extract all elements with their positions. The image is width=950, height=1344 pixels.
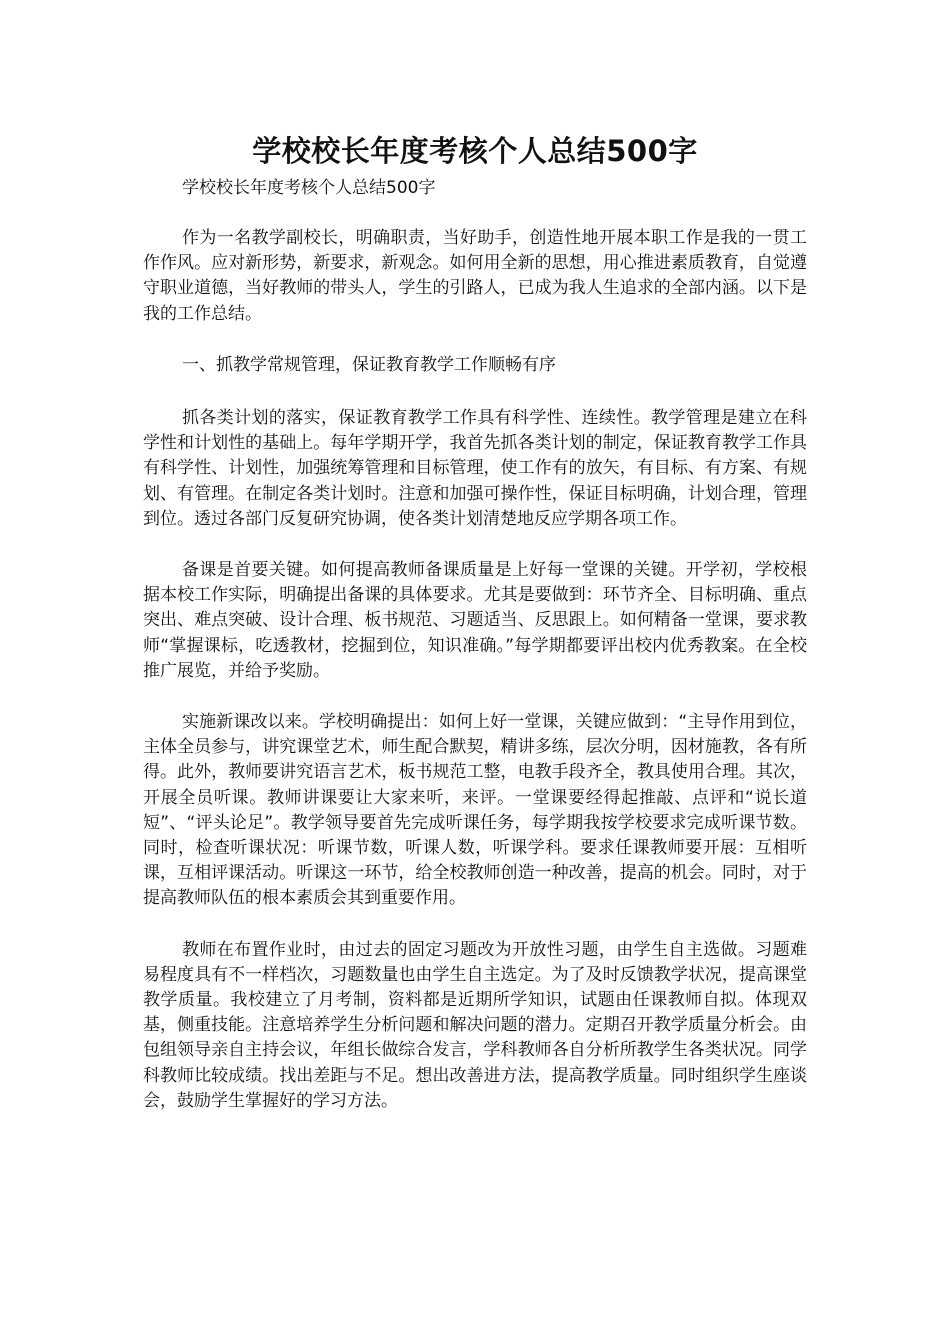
intro-paragraph: 作为一名教学副校长，明确职责，当好助手，创造性地开展本职工作是我的一贯工作作风。应对新形势，新要求，新观念。如何用全新的思想，用心推进素质教育，自觉遵守职业道德，当好教师的带头人，学生的引路人，已成为我人生追求的全部内涵。以下是我的工作总结。 [143, 228, 807, 324]
document-subtitle: 学校校长年度考核个人总结500字 [182, 178, 436, 198]
body-paragraph: 抓各类计划的落实，保证教育教学工作具有科学性、连续性。教学管理是建立在科学性和计划性的基础上。每年学期开学，我首先抓各类计划的制定，保证教育教学工作具有科学性、计划性，加强统筹管理和目标管理，使工作有的放矢，有目标、有方案、有规划、有管理。在制定各类计划时。注意和加强可操作性，保证目标明确，计划合理，管理到位。透过各部门反复研究协调，使各类计划清楚地反应学期各项工作。 [143, 408, 807, 529]
document-body [143, 226, 807, 1140]
section-heading: 一、抓教学常规管理，保证教育教学工作顺畅有序 [182, 354, 556, 375]
body-paragraph: 教师在布置作业时，由过去的固定习题改为开放性习题，由学生自主选做。习题难易程度具有不一样档次，习题数量也由学生自主选定。为了及时反馈教学状况，提高课堂教学质量。我校建立了月考制，资料都是近期所学知识，试题由任课教师自拟。体现双基，侧重技能。注意培养学生分析问题和解决问题的潜力。定期召开教学质量分析会。由包组领导亲自主持会议，年组长做综合发言，学科教师各自分析所教学生各类状况。同学科教师比较成绩。找出差距与不足。想出改善进方法，提高教学质量。同时组织学生座谈会，鼓励学生掌握好的学习方法。 [143, 939, 807, 1111]
body-paragraph: 备课是首要关键。如何提高教师备课质量是上好每一堂课的关键。开学初，学校根据本校工作实际，明确提出备课的具体要求。尤其是要做到：环节齐全、目标明确、重点突出、难点突破、设计合理、板书规范、习题适当、反思跟上。如何精备一堂课，要求教师“掌握课标，吃透教材，挖掘到位，知识准确。”每学期都要评出校内优秀教案。在全校推广展览，并给予奖励。 [143, 560, 807, 681]
body-paragraph: 实施新课改以来。学校明确提出：如何上好一堂课，关键应做到：“主导作用到位，主体全员参与，讲究课堂艺术，师生配合默契，精讲多练，层次分明，因材施教，各有所得。此外，教师要讲究语言艺术，板书规范工整，电教手段齐全，教具使用合理。其次，开展全员听课。教师讲课要让大家来听，来评。一堂课要经得起推敲、点评和“说长道短”、“评头论足”。教学领导要首先完成听课任务，每学期我按学校要求完成听课节数。同时，检查听课状况：听课节数，听课人数，听课学科。要求任课教师要开展：互相听课，互相评课活动。听课这一环节，给全校教师创造一种改善，提高的机会。同时，对于提高教师队伍的根本素质会其到重要作用。 [143, 712, 807, 909]
document-title: 学校校长年度考核个人总结500字 [252, 134, 698, 168]
